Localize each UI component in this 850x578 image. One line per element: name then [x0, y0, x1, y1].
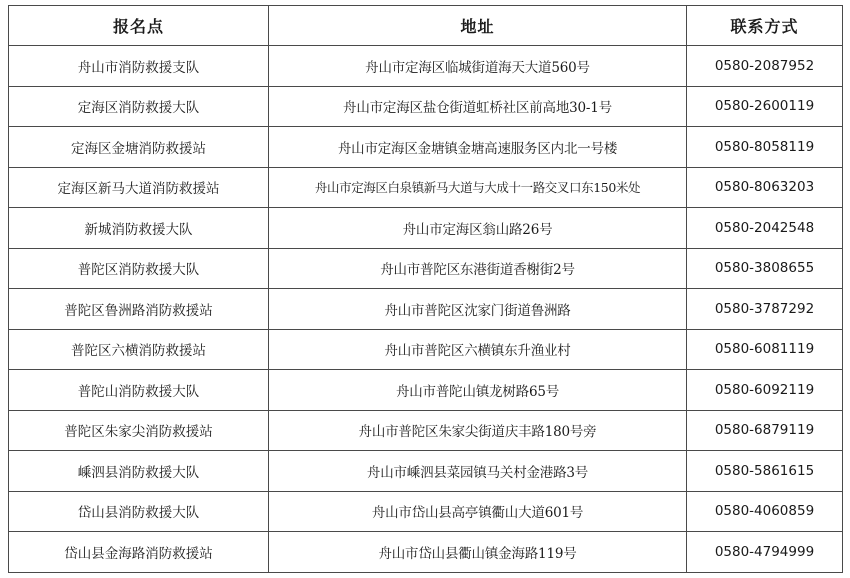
cell-phone: 0580-6092119: [687, 370, 843, 411]
table-row: [9, 248, 843, 289]
cell-name: 定海区新马大道消防救援站: [9, 167, 269, 208]
cell-address: 舟山市定海区金塘镇金塘高速服务区内北一号楼: [269, 127, 687, 168]
table-row: [9, 532, 843, 573]
table-row: [9, 208, 843, 249]
table-row: [9, 451, 843, 492]
cell-address: 舟山市定海区临城街道海天大道560号: [269, 46, 687, 87]
cell-address: 舟山市岱山县衢山镇金海路119号: [269, 532, 687, 573]
cell-name: 定海区金塘消防救援站: [9, 127, 269, 168]
table-row: [9, 167, 843, 208]
cell-address: 舟山市普陀区六横镇东升渔业村: [269, 329, 687, 370]
cell-name: 普陀山消防救援大队: [9, 370, 269, 411]
table-row: [9, 86, 843, 127]
cell-name: 普陀区朱家尖消防救援站: [9, 410, 269, 451]
cell-phone: 0580-2600119: [687, 86, 843, 127]
cell-name: 普陀区鲁洲路消防救援站: [9, 289, 269, 330]
cell-address: 舟山市岱山县高亭镇衢山大道601号: [269, 491, 687, 532]
registration-points-table: [8, 5, 843, 573]
table-row: [9, 127, 843, 168]
cell-address: 舟山市定海区白泉镇新马大道与大成十一路交叉口东150米处: [269, 167, 687, 208]
cell-address: 舟山市普陀区朱家尖街道庆丰路180号旁: [269, 410, 687, 451]
header-phone: 联系方式: [687, 6, 843, 46]
cell-phone: 0580-3787292: [687, 289, 843, 330]
table-header-row: [9, 6, 843, 46]
cell-phone: 0580-4794999: [687, 532, 843, 573]
cell-name: 岱山县消防救援大队: [9, 491, 269, 532]
table-row: [9, 370, 843, 411]
cell-address: 舟山市嵊泗县菜园镇马关村金港路3号: [269, 451, 687, 492]
cell-name: 新城消防救援大队: [9, 208, 269, 249]
header-name: 报名点: [9, 6, 269, 46]
cell-phone: 0580-2087952: [687, 46, 843, 87]
cell-name: 定海区消防救援大队: [9, 86, 269, 127]
table-row: [9, 46, 843, 87]
cell-name: 普陀区消防救援大队: [9, 248, 269, 289]
table-row: [9, 289, 843, 330]
cell-phone: 0580-3808655: [687, 248, 843, 289]
cell-phone: 0580-6879119: [687, 410, 843, 451]
cell-address: 舟山市普陀山镇龙树路65号: [269, 370, 687, 411]
cell-name: 舟山市消防救援支队: [9, 46, 269, 87]
cell-phone: 0580-2042548: [687, 208, 843, 249]
cell-name: 普陀区六横消防救援站: [9, 329, 269, 370]
cell-phone: 0580-8058119: [687, 127, 843, 168]
cell-address: 舟山市普陀区沈家门街道鲁洲路: [269, 289, 687, 330]
table-row: [9, 329, 843, 370]
header-address: 地址: [269, 6, 687, 46]
cell-phone: 0580-4060859: [687, 491, 843, 532]
cell-address: 舟山市定海区盐仓街道虹桥社区前高地30-1号: [269, 86, 687, 127]
table-row: [9, 491, 843, 532]
cell-phone: 0580-8063203: [687, 167, 843, 208]
cell-phone: 0580-6081119: [687, 329, 843, 370]
cell-phone: 0580-5861615: [687, 451, 843, 492]
cell-address: 舟山市定海区翁山路26号: [269, 208, 687, 249]
cell-address: 舟山市普陀区东港街道香榭街2号: [269, 248, 687, 289]
cell-name: 岱山县金海路消防救援站: [9, 532, 269, 573]
cell-name: 嵊泗县消防救援大队: [9, 451, 269, 492]
table-row: [9, 410, 843, 451]
